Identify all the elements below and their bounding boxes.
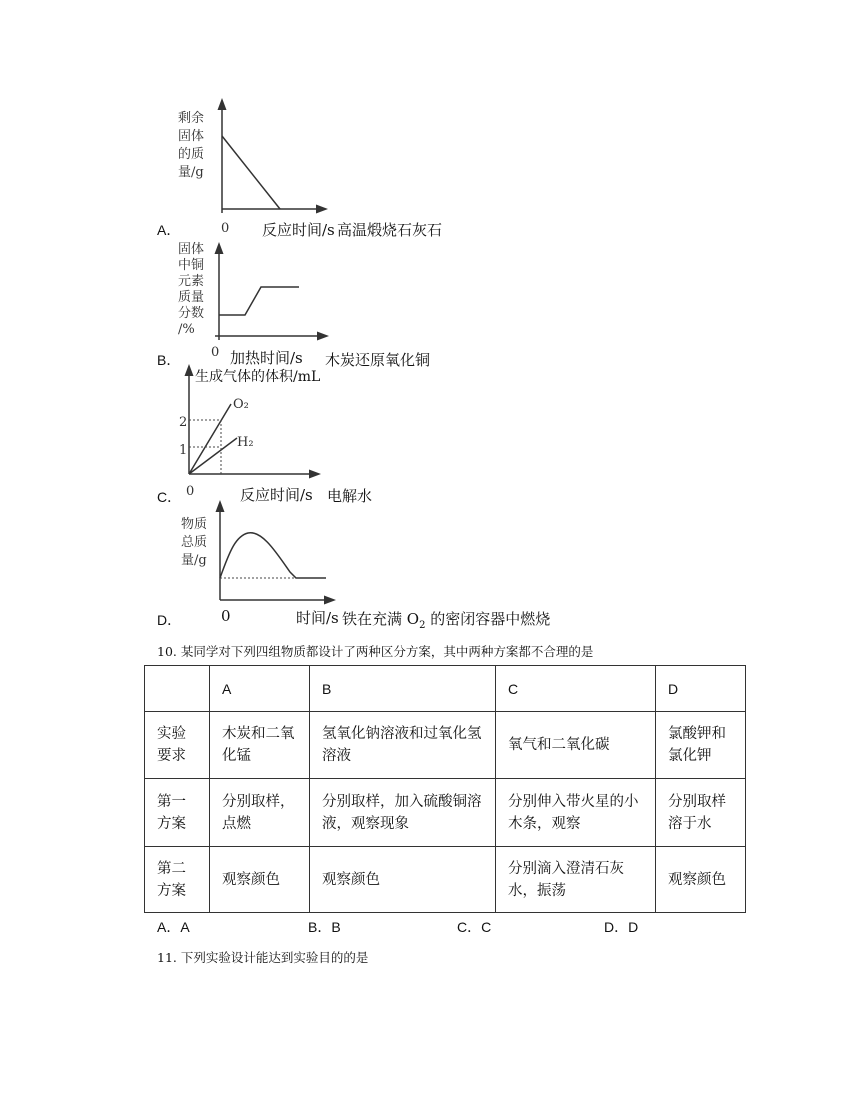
graph-b-ylabel-4: 质量 [178, 290, 205, 305]
table-cell: C [496, 666, 656, 712]
table-row [145, 847, 746, 913]
graph-b-xlabel: 加热时间/s [230, 349, 303, 367]
table-cell: 氢氧化钠溶液和过氧化氢溶液 [310, 712, 496, 779]
q10-text: 10. 某同学对下列四组物质都设计了两种区分方案，其中两种方案都不合理的是 [157, 644, 594, 659]
graph-c-o2-line [189, 404, 231, 474]
answer-b: B．B [308, 919, 341, 935]
option-b-letter: B． [157, 352, 181, 368]
table-cell: 分别取样，点燃 [210, 779, 310, 847]
q10-table [144, 665, 746, 913]
graph-d-xlabel: 时间/s [296, 609, 339, 627]
graph-c-tick-1: 1 [179, 443, 188, 458]
graph-a-xlabel: 反应时间/s [262, 221, 335, 239]
graph-a-line [222, 136, 280, 209]
table-cell: 氯酸钾和氯化钾 [656, 712, 746, 779]
answer-c: C．C [457, 919, 492, 935]
graph-c-h2-line [189, 438, 237, 474]
table-row [145, 712, 746, 779]
table-cell: 木炭和二氧化锰 [210, 712, 310, 779]
option-d-caption: 铁在充满 $O_2$ 的密闭容器中燃烧 [342, 610, 551, 631]
graph-c-series-h2: H₂ [237, 435, 254, 450]
graph-b-ylabel-3: 元素 [178, 274, 205, 289]
graph-d-ylabel-3: 量/g [181, 553, 207, 568]
graph-b-ylabel-6: /% [178, 322, 195, 337]
table-cell: 第二方案 [145, 847, 210, 913]
graph-b-ylabel-2: 中铜 [178, 258, 205, 273]
option-b-caption: 木炭还原氧化铜 [325, 351, 431, 369]
graph-d-ylabel-1: 物质 [181, 517, 208, 532]
graph-c-series-o2: O₂ [233, 397, 249, 412]
option-a-caption: 高温煅烧石灰石 [337, 221, 443, 239]
option-a-letter: A． [157, 222, 181, 238]
graph-a [170, 98, 340, 238]
table-cell: D [656, 666, 746, 712]
table-cell: B [310, 666, 496, 712]
table-cell: 实验要求 [145, 712, 210, 779]
graph-c-tick-2: 2 [179, 415, 188, 430]
graph-b-ylabel-5: 分数 [178, 306, 205, 321]
graph-b-ylabel-1: 固体 [178, 242, 205, 257]
table-cell: 第一方案 [145, 779, 210, 847]
graph-d-curve [220, 533, 326, 578]
graph-c-xlabel: 反应时间/s [240, 486, 313, 504]
table-cell: A [210, 666, 310, 712]
option-c-letter: C． [157, 489, 182, 505]
graph-a-ylabel-3: 的质 [178, 147, 205, 162]
graph-d-origin: 0 [221, 607, 231, 625]
option-c-caption: 电解水 [327, 487, 373, 505]
table-cell: 氧气和二氧化碳 [496, 712, 656, 779]
graph-c-origin: 0 [186, 484, 195, 499]
graph-b-line [219, 287, 299, 315]
table-cell: 观察颜色 [656, 847, 746, 913]
table-row [145, 779, 746, 847]
graph-a-ylabel-1: 剩余 [178, 111, 205, 126]
graph-d [178, 500, 338, 610]
graph-a-ylabel-4: 量/g [178, 165, 204, 180]
answer-d: D．D [604, 919, 639, 935]
table-cell [145, 666, 210, 712]
answer-a: A．A [157, 919, 190, 935]
table-cell: 分别取样，加入硫酸铜溶液，观察现象 [310, 779, 496, 847]
graph-b-origin: 0 [211, 345, 220, 360]
table-header-row [145, 666, 746, 712]
table-cell: 分别取样溶于水 [656, 779, 746, 847]
table-cell: 观察颜色 [210, 847, 310, 913]
table-cell: 观察颜色 [310, 847, 496, 913]
q11-text: 11. 下列实验设计能达到实验目的的是 [157, 950, 369, 965]
graph-a-origin: 0 [221, 221, 230, 236]
graph-c-ytitle: 生成气体的体积/mL [195, 369, 321, 385]
option-d-letter: D． [157, 612, 182, 628]
graph-a-ylabel-2: 固体 [178, 129, 205, 144]
table-cell: 分别滴入澄清石灰水，振荡 [496, 847, 656, 913]
graph-d-ylabel-2: 总质 [181, 535, 208, 550]
table-cell: 分别伸入带火星的小木条，观察 [496, 779, 656, 847]
